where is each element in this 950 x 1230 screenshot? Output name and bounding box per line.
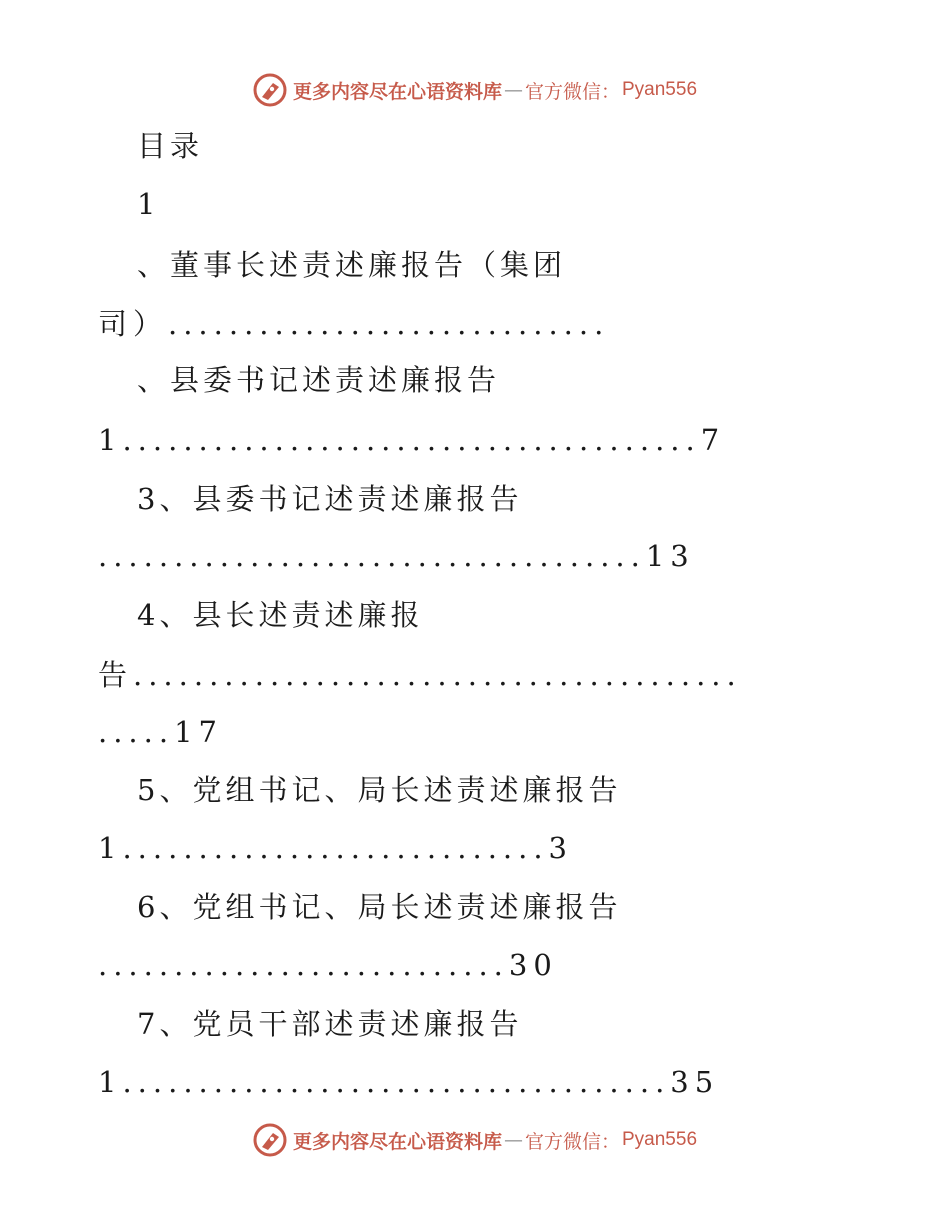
toc-line: .....17 xyxy=(98,715,223,749)
toc-line: 7、党员干部述责述廉报告 xyxy=(137,1007,523,1041)
toc-line: ...........................30 xyxy=(98,948,558,982)
banner-separator: — xyxy=(503,1129,523,1151)
banner-wechat-label: 官方微信： xyxy=(524,80,620,103)
toc-line: 1....................................35 xyxy=(98,1065,720,1099)
banner-separator: — xyxy=(503,79,523,101)
header-banner xyxy=(0,70,950,110)
toc-title: 目录 xyxy=(137,129,204,163)
footer-banner xyxy=(0,1120,950,1160)
toc-line: 4、县长述责述廉报 xyxy=(137,598,424,632)
pen-nib-logo-icon xyxy=(253,1123,287,1157)
toc-line: 3、县委书记述责述廉报告 xyxy=(137,482,523,516)
banner-main-text: 更多内容尽在心语资料库 xyxy=(292,1130,502,1153)
toc-line: ....................................13 xyxy=(98,539,695,573)
toc-line: 、县委书记述责述廉报告 xyxy=(137,363,501,397)
banner-wechat-id: Pyan556 xyxy=(622,1129,698,1150)
toc-line: 1......................................7 xyxy=(98,423,726,457)
toc-line: 5、党组书记、局长述责述廉报告 xyxy=(137,773,622,807)
banner-main-text: 更多内容尽在心语资料库 xyxy=(292,80,502,103)
toc-line: 司）............................. xyxy=(98,307,610,341)
pen-nib-logo-icon xyxy=(253,73,287,107)
toc-line: 告........................................ xyxy=(98,658,742,692)
toc-line: 1............................3 xyxy=(98,831,574,865)
toc-line: 、董事长述责述廉报告（集团 xyxy=(137,248,567,282)
banner-wechat-label: 官方微信： xyxy=(524,1130,620,1153)
toc-line: 1 xyxy=(137,187,160,221)
banner-wechat-id: Pyan556 xyxy=(622,79,698,100)
toc-line: 6、党组书记、局长述责述廉报告 xyxy=(137,890,622,924)
